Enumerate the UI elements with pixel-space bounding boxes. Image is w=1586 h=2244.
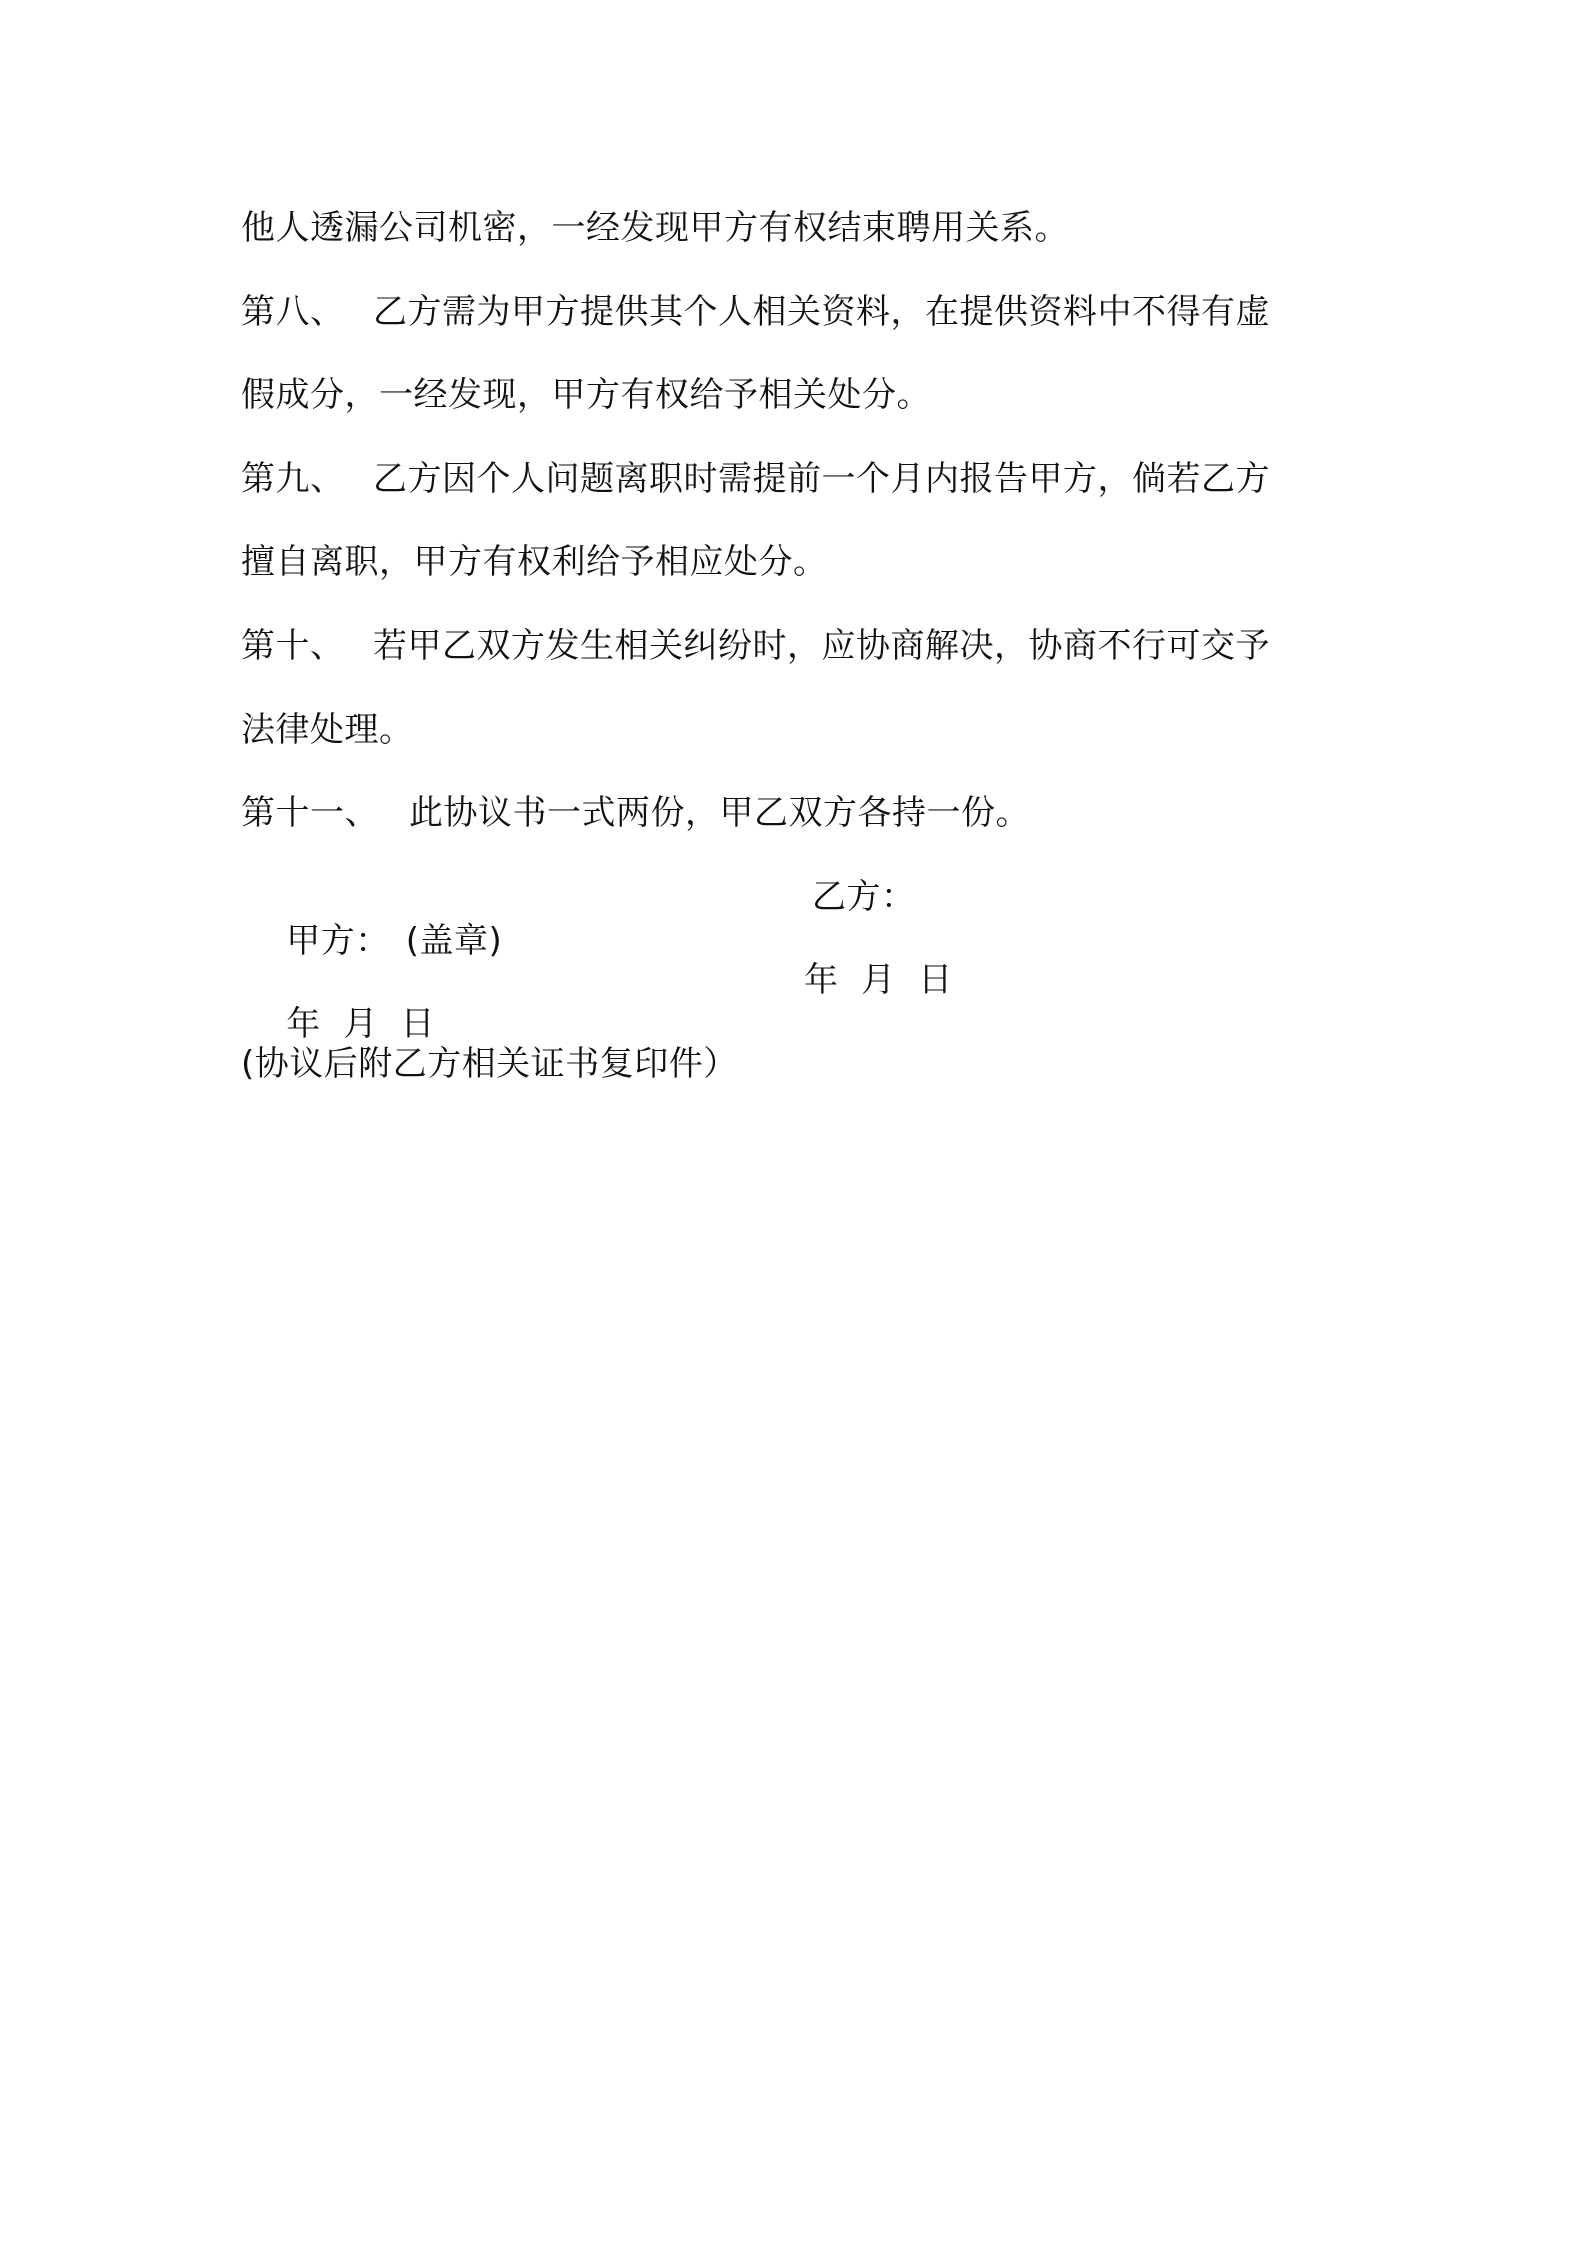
clause-9-number: 第九、 bbox=[241, 459, 345, 499]
clause-8-text-line1: 乙方需为甲方提供其个人相关资料，在提供资料中不得有虚 bbox=[373, 292, 1270, 332]
clause-9-text-line1: 乙方因个人问题离职时需提前一个月内报告甲方，倘若乙方 bbox=[373, 459, 1270, 499]
clause-8-number: 第八、 bbox=[241, 292, 345, 332]
clause-11-text-line1: 此协议书一式两份，甲乙双方各持一份。 bbox=[409, 793, 1030, 833]
clause-9-text-line2: 擅自离职，甲方有权利给予相应处分。 bbox=[241, 542, 828, 582]
party-b-label: 乙方： bbox=[812, 877, 916, 917]
attachment-note: (协议后附乙方相关证书复印件） bbox=[241, 1044, 738, 1084]
clause-10-text-line2: 法律处理。 bbox=[241, 710, 414, 750]
clause-8-text-line2: 假成分，一经发现，甲方有权给予相关处分。 bbox=[241, 375, 931, 415]
clause-9 bbox=[241, 457, 1270, 501]
clause-11-number: 第十一、 bbox=[241, 793, 379, 833]
clause-8 bbox=[241, 290, 1270, 334]
party-a-label: 甲方： bbox=[286, 921, 390, 961]
clause-11 bbox=[241, 791, 1030, 835]
continuation-text: 他人透漏公司机密，一经发现甲方有权结束聘用关系。 bbox=[241, 208, 1069, 248]
clause-10-text-line1: 若甲乙双方发生相关纠纷时，应协商解决，协商不行可交予 bbox=[373, 626, 1270, 666]
party-b-date: 年 月 日 bbox=[804, 960, 953, 1000]
clause-10-number: 第十、 bbox=[241, 626, 345, 666]
party-a-seal: (盖章) bbox=[405, 921, 503, 961]
party-a-date: 年 月 日 bbox=[286, 1004, 435, 1044]
clause-10 bbox=[241, 624, 1270, 668]
